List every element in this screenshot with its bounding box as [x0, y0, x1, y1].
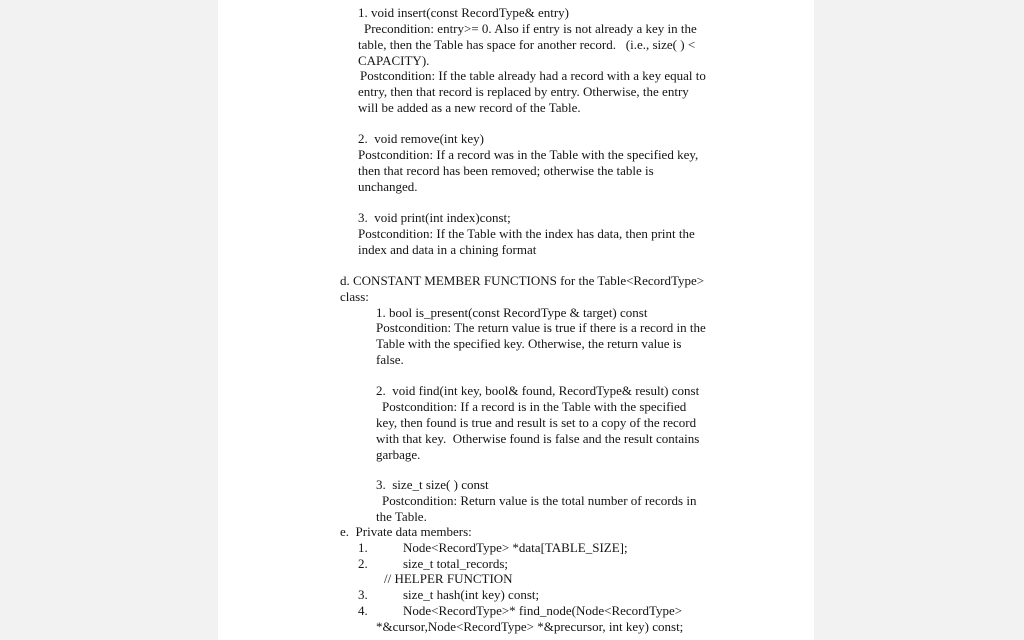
size-postcondition-line: Postcondition: Return value is the total number of records in — [382, 493, 697, 508]
print-postcondition-line: index and data in a chining format — [358, 242, 537, 257]
insert-postcondition-line: Postcondition: If the table already had a record with a key equal to — [360, 68, 706, 83]
remove-postcondition-line: then that record has been removed; otherwise the table is — [358, 163, 654, 178]
insert-postcondition-line: will be added as a new record of the Table. — [358, 100, 581, 115]
remove-signature: 2. void remove(int key) — [358, 131, 484, 146]
list-item-continuation: *&cursor,Node<RecordType> *&precursor, int key) const; — [376, 619, 684, 634]
find-signature: 2. void find(int key, bool& found, RecordType& result) const — [376, 383, 700, 398]
list-item-number: 3. — [358, 587, 368, 602]
remove-postcondition-line: Postcondition: If a record was in the Table with the specified key, — [358, 147, 699, 162]
remove-postcondition-line: unchanged. — [358, 179, 418, 194]
insert-postcondition-line: entry, then that record is replaced by entry. Otherwise, the entry — [358, 84, 689, 99]
is-present-signature: 1. bool is_present(const RecordType & target) const — [376, 305, 648, 320]
list-item-text: size_t total_records; — [403, 556, 509, 571]
insert-signature: 1. void insert(const RecordType& entry) — [358, 5, 570, 20]
list-item-number: 1. — [358, 540, 368, 555]
find-postcondition-line: with that key. Otherwise found is false and the result contains — [376, 431, 700, 446]
insert-precondition-line: table, then the Table has space for another record. (i.e., size( ) < — [358, 37, 696, 52]
is-present-postcondition-line: Table with the specified key. Otherwise, the return value is — [376, 336, 682, 351]
section-e-heading: e. Private data members: — [340, 524, 472, 539]
list-item-text: Node<RecordType> *data[TABLE_SIZE]; — [403, 540, 628, 555]
insert-precondition-line: Precondition: entry>= 0. Also if entry is not already a key in the — [364, 21, 697, 36]
list-item-text: size_t hash(int key) const; — [403, 587, 540, 602]
section-d-heading: class: — [340, 289, 369, 304]
find-postcondition-line: garbage. — [376, 447, 421, 462]
size-postcondition-line: the Table. — [376, 509, 427, 524]
print-signature: 3. void print(int index)const; — [358, 210, 511, 225]
list-item-text: Node<RecordType>* find_node(Node<RecordType> — [403, 603, 683, 618]
section-d-heading: d. CONSTANT MEMBER FUNCTIONS for the Table<RecordType> — [340, 273, 705, 288]
insert-precondition-line: CAPACITY). — [358, 53, 430, 68]
document-page — [218, 0, 814, 640]
size-signature: 3. size_t size( ) const — [376, 477, 489, 492]
find-postcondition-line: key, then found is true and result is set to a copy of the record — [376, 415, 697, 430]
print-postcondition-line: Postcondition: If the Table with the index has data, then print the — [358, 226, 695, 241]
is-present-postcondition-line: Postcondition: The return value is true if there is a record in the — [376, 320, 706, 335]
helper-function-comment: // HELPER FUNCTION — [384, 571, 513, 586]
list-item-number: 4. — [358, 603, 368, 618]
list-item-number: 2. — [358, 556, 368, 571]
is-present-postcondition-line: false. — [376, 352, 404, 367]
find-postcondition-line: Postcondition: If a record is in the Table with the specified — [382, 399, 687, 414]
